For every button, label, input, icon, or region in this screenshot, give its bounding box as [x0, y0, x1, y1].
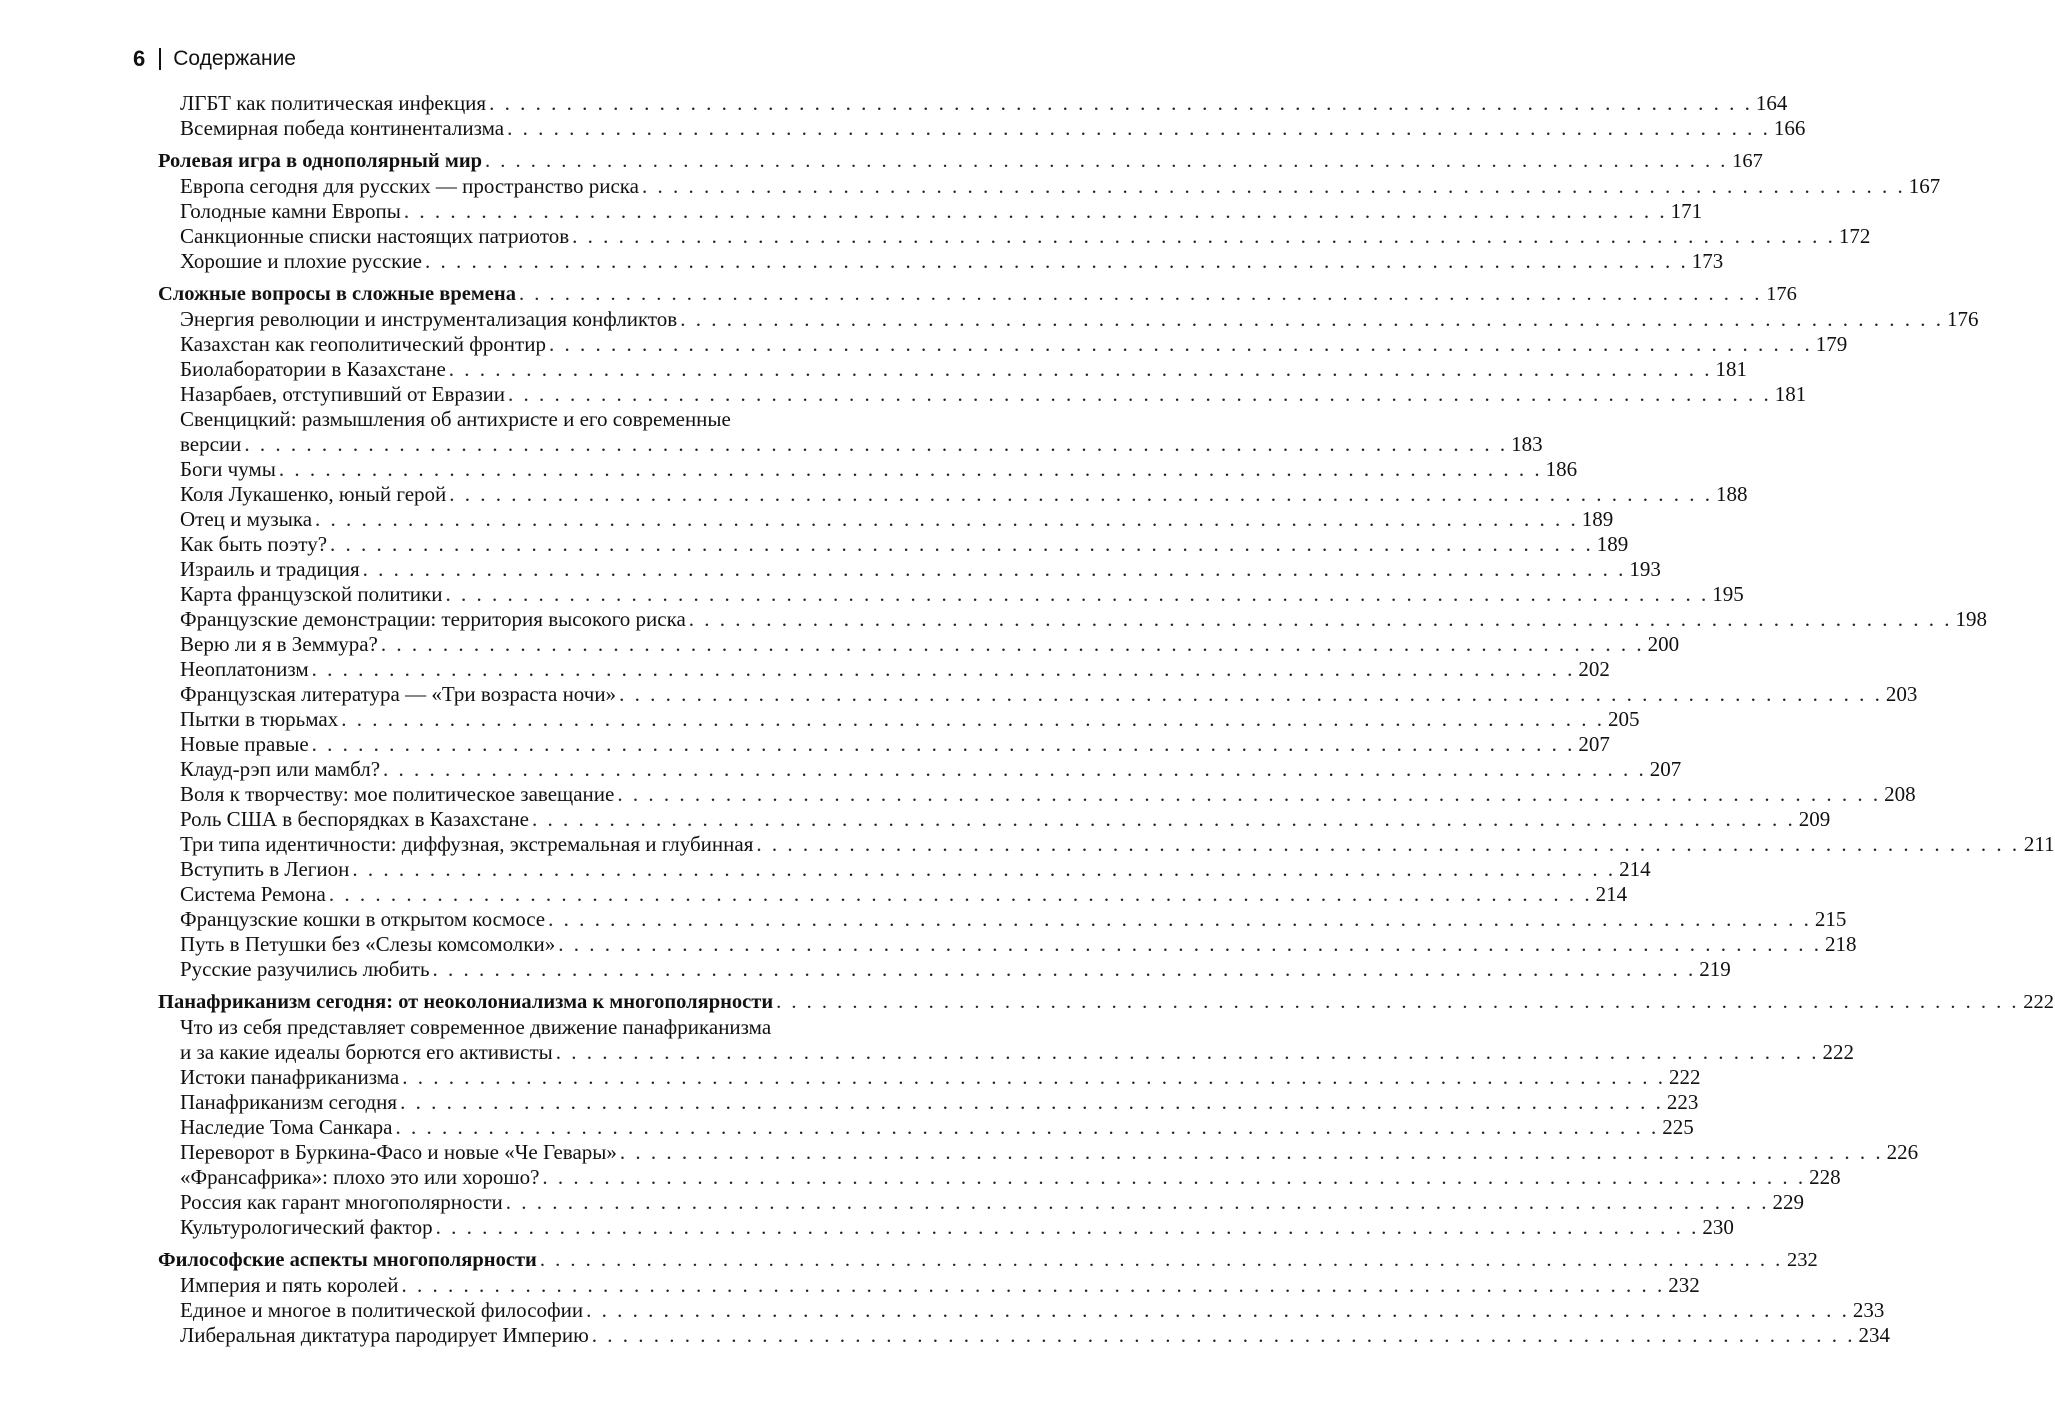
toc-section-heading[interactable]: [158, 148, 1763, 174]
toc-entry-title: Пытки в тюрьмах: [180, 707, 339, 731]
toc-entry-title: Русские разучились любить: [180, 957, 430, 981]
toc-entry-page: 226: [1886, 1140, 1919, 1164]
toc-entry[interactable]: [158, 757, 1682, 782]
toc-entry-page: 234: [1858, 1323, 1891, 1347]
toc-entry-line[interactable]: [158, 1015, 958, 1040]
toc-entry-title: Как быть поэту?: [180, 532, 328, 556]
toc-entry-title: версии: [180, 432, 242, 456]
dot-leader: . . . . . . . . . . . . . . . . . . . . . . . . . . . . . . . . . . . . . . . . . . . . . . . . . . . . . . . . . . . . . . . . . . . . . . . . . . . . . . . . . .: [548, 907, 1812, 931]
dot-leader: . . . . . . . . . . . . . . . . . . . . . . . . . . . . . . . . . . . . . . . . . . . . . . . . . . . . . . . . . . . . . . . . . . . . . . . . . . . . . . . . . .: [489, 91, 1753, 115]
toc-entry[interactable]: [158, 1298, 1885, 1323]
toc-entry[interactable]: [158, 1040, 1855, 1065]
toc-entry[interactable]: [158, 707, 1640, 732]
toc-entry[interactable]: [158, 482, 1748, 507]
toc-entry-page: 189: [1581, 507, 1614, 531]
toc-entry-page: 173: [1691, 249, 1724, 273]
dot-leader: . . . . . . . . . . . . . . . . . . . . . . . . . . . . . . . . . . . . . . . . . . . . . . . . . . . . . . . . . . . . . . . . . . . . . . . . . . . . . . . . . .: [311, 657, 1575, 681]
toc-entry[interactable]: [158, 857, 1651, 882]
toc-entry[interactable]: [158, 582, 1744, 607]
dot-leader: . . . . . . . . . . . . . . . . . . . . . . . . . . . . . . . . . . . . . . . . . . . . . . . . . . . . . . . . . . . . . . . . . . . . . . . . . . . . . . . . . .: [539, 1249, 1783, 1271]
toc-entry-title: Три типа идентичности: диффузная, экстремальная и глубинная: [180, 832, 754, 856]
dot-leader: . . . . . . . . . . . . . . . . . . . . . . . . . . . . . . . . . . . . . . . . . . . . . . . . . . . . . . . . . . . . . . . . . . . . . . . . . . . . . . . . . .: [362, 557, 1626, 581]
toc-section-heading-page: 232: [1786, 1249, 1818, 1271]
toc-entry-title: Энергия революции и инструментализация конфликтов: [180, 307, 678, 331]
toc-section-heading[interactable]: [158, 989, 2055, 1015]
toc-entry-title: Панафриканизм сегодня: [180, 1090, 398, 1114]
toc-entry[interactable]: [158, 1190, 1805, 1215]
dot-leader: . . . . . . . . . . . . . . . . . . . . . . . . . . . . . . . . . . . . . . . . . . . . . . . . . . . . . . . . . . . . . . . . . . . . . . . . . . . . . . . . . .: [591, 1323, 1856, 1347]
toc-entry-title: Неоплатонизм: [180, 657, 309, 681]
dot-leader: . . . . . . . . . . . . . . . . . . . . . . . . . . . . . . . . . . . . . . . . . . . . . . . . . . . . . . . . . . . . . . . . . . . . . . . . . . . . . . . . . .: [448, 357, 1713, 381]
toc-entry-page: 233: [1852, 1298, 1885, 1322]
toc-group-continued: [158, 91, 1806, 141]
toc-entry-title: Вступить в Легион: [180, 857, 350, 881]
toc-entry-page: 223: [1666, 1090, 1699, 1114]
toc-entry[interactable]: [158, 224, 1871, 249]
toc-entry-title: Роль США в беспорядках в Казахстане: [180, 807, 529, 831]
dot-leader: . . . . . . . . . . . . . . . . . . . . . . . . . . . . . . . . . . . . . . . . . . . . . . . . . . . . . . . . . . . . . . . . . . . . . . . . . . . . . . . . . .: [617, 782, 1881, 806]
dot-leader: . . . . . . . . . . . . . . . . . . . . . . . . . . . . . . . . . . . . . . . . . . . . . . . . . . . . . . . . . . . . . . . . . . . . . . . . . . . . . . . . . .: [776, 991, 2020, 1013]
toc-entry-page: 193: [1629, 557, 1661, 581]
dot-leader: . . . . . . . . . . . . . . . . . . . . . . . . . . . . . . . . . . . . . . . . . . . . . . . . . . . . . . . . . . . . . . . . . . . . . . . . . . . . . . . . . .: [485, 150, 1728, 172]
dot-leader: . . . . . . . . . . . . . . . . . . . . . . . . . . . . . . . . . . . . . . . . . . . . . . . . . . . . . . . . . . . . . . . . . . . . . . . . . . . . . . . . . .: [505, 1190, 1770, 1214]
toc-section: [158, 989, 2055, 1240]
running-title: Содержание: [173, 47, 296, 70]
toc-entry-page: 228: [1809, 1165, 1841, 1189]
toc-entry-title: Система Ремона: [180, 882, 326, 906]
toc-entry-page: 189: [1596, 532, 1629, 556]
dot-leader: . . . . . . . . . . . . . . . . . . . . . . . . . . . . . . . . . . . . . . . . . . . . . . . . . . . . . . . . . . . . . . . . . . . . . . . . . . . . . . . . . .: [548, 332, 1813, 356]
toc-entry-title: Империя и пять королей: [180, 1273, 399, 1297]
toc-entry-page: 167: [1908, 174, 1941, 198]
toc-entry-title: Всемирная победа континентализма: [180, 116, 505, 140]
toc-entry-title: Французские кошки в открытом космосе: [180, 907, 546, 931]
toc-entry-title: Французская литература — «Три возраста ночи»: [180, 682, 617, 706]
toc-entry-title: Новые правые: [180, 732, 309, 756]
dot-leader: . . . . . . . . . . . . . . . . . . . . . . . . . . . . . . . . . . . . . . . . . . . . . . . . . . . . . . . . . . . . . . . . . . . . . . . . . . . . . . . . . .: [558, 932, 1822, 956]
toc-entry-title: Хорошие и плохие русские: [180, 249, 422, 273]
toc-section-heading-title: Сложные вопросы в сложные времена: [158, 283, 516, 305]
toc-entry-page: 218: [1824, 932, 1857, 956]
dot-leader: . . . . . . . . . . . . . . . . . . . . . . . . . . . . . . . . . . . . . . . . . . . . . . . . . . . . . . . . . . . . . . . . . . . . . . . . . . . . . . . . . .: [449, 482, 1713, 506]
dot-leader: . . . . . . . . . . . . . . . . . . . . . . . . . . . . . . . . . . . . . . . . . . . . . . . . . . . . . . . . . . . . . . . . . . . . . . . . . . . . . . . . . .: [432, 957, 1696, 981]
toc-entry-title: ЛГБТ как политическая инфекция: [180, 91, 487, 115]
toc-entry[interactable]: [158, 557, 1661, 582]
dot-leader: . . . . . . . . . . . . . . . . . . . . . . . . . . . . . . . . . . . . . . . . . . . . . . . . . . . . . . . . . . . . . . . . . . . . . . . . . . . . . . . . . .: [352, 857, 1616, 881]
dot-leader: . . . . . . . . . . . . . . . . . . . . . . . . . . . . . . . . . . . . . . . . . . . . . . . . . . . . . . . . . . . . . . . . . . . . . . . . . . . . . . . . . .: [315, 507, 1579, 531]
toc-entry[interactable]: [158, 1140, 1919, 1165]
toc-entry-page: 230: [1702, 1215, 1734, 1239]
dot-leader: . . . . . . . . . . . . . . . . . . . . . . . . . . . . . . . . . . . . . . . . . . . . . . . . . . . . . . . . . . . . . . . . . . . . . . . . . . . . . . . . . .: [403, 199, 1668, 223]
dot-leader: . . . . . . . . . . . . . . . . . . . . . . . . . . . . . . . . . . . . . . . . . . . . . . . . . . . . . . . . . . . . . . . . . . . . . . . . . . . . . . . . . .: [383, 757, 1647, 781]
toc-entry-page: 166: [1773, 116, 1806, 140]
toc-entry-title: Казахстан как геополитический фронтир: [180, 332, 546, 356]
dot-leader: . . . . . . . . . . . . . . . . . . . . . . . . . . . . . . . . . . . . . . . . . . . . . . . . . . . . . . . . . . . . . . . . . . . . . . . . . . . . . . . . . .: [508, 382, 1772, 406]
toc-entry[interactable]: [158, 91, 1788, 116]
toc-entry[interactable]: [158, 199, 1703, 224]
toc-entry-title: Россия как гарант многополярности: [180, 1190, 503, 1214]
dot-leader: . . . . . . . . . . . . . . . . . . . . . . . . . . . . . . . . . . . . . . . . . . . . . . . . . . . . . . . . . . . . . . . . . . . . . . . . . . . . . . . . . .: [278, 457, 1543, 481]
toc-entry-title: Верю ли я в Земмура?: [180, 632, 378, 656]
toc-entry[interactable]: [158, 1323, 1891, 1348]
dot-leader: . . . . . . . . . . . . . . . . . . . . . . . . . . . . . . . . . . . . . . . . . . . . . . . . . . . . . . . . . . . . . . . . . . . . . . . . . . . . . . . . . .: [400, 1090, 1664, 1114]
dot-leader: . . . . . . . . . . . . . . . . . . . . . . . . . . . . . . . . . . . . . . . . . . . . . . . . . . . . . . . . . . . . . . . . . . . . . . . . . . . . . . . . . .: [586, 1298, 1850, 1322]
toc-entry-title: Боги чумы: [180, 457, 276, 481]
dot-leader: . . . . . . . . . . . . . . . . . . . . . . . . . . . . . . . . . . . . . . . . . . . . . . . . . . . . . . . . . . . . . . . . . . . . . . . . . . . . . . . . . .: [756, 832, 2020, 856]
toc-entry[interactable]: [158, 607, 1988, 632]
toc-entry-title: Коля Лукашенко, юный герой: [180, 482, 447, 506]
toc-entry[interactable]: [158, 249, 1724, 274]
toc-entry-title: Наследие Тома Санкара: [180, 1115, 393, 1139]
toc-entry[interactable]: [158, 357, 1748, 382]
toc-section-heading-page: 222: [2023, 991, 2055, 1013]
toc-entry-line[interactable]: [158, 407, 958, 432]
dot-leader: . . . . . . . . . . . . . . . . . . . . . . . . . . . . . . . . . . . . . . . . . . . . . . . . . . . . . . . . . . . . . . . . . . . . . . . . . . . . . . . . . .: [518, 283, 1762, 305]
toc-entry-title: Биолаборатории в Казахстане: [180, 357, 446, 381]
toc-entry-title: «Франсафрика»: плохо это или хорошо?: [180, 1165, 540, 1189]
dot-leader: . . . . . . . . . . . . . . . . . . . . . . . . . . . . . . . . . . . . . . . . . . . . . . . . . . . . . . . . . . . . . . . . . . . . . . . . . . . . . . . . . .: [531, 807, 1796, 831]
dot-leader: . . . . . . . . . . . . . . . . . . . . . . . . . . . . . . . . . . . . . . . . . . . . . . . . . . . . . . . . . . . . . . . . . . . . . . . . . . . . . . . . . .: [380, 632, 1645, 656]
toc-entry-title: Карта французской политики: [180, 582, 443, 606]
toc-entry-title: и за какие идеалы борются его активисты: [180, 1040, 553, 1064]
toc-entry[interactable]: [158, 882, 1628, 907]
toc-entry-page: 211: [2023, 832, 2055, 856]
toc-entry-title: Воля к творчеству: мое политическое завещание: [180, 782, 615, 806]
dot-leader: . . . . . . . . . . . . . . . . . . . . . . . . . . . . . . . . . . . . . . . . . . . . . . . . . . . . . . . . . . . . . . . . . . . . . . . . . . . . . . . . . .: [311, 732, 1575, 756]
toc-entry-page: 208: [1884, 782, 1916, 806]
toc-entry-page: 186: [1545, 457, 1578, 481]
dot-leader: . . . . . . . . . . . . . . . . . . . . . . . . . . . . . . . . . . . . . . . . . . . . . . . . . . . . . . . . . . . . . . . . . . . . . . . . . . . . . . . . . .: [330, 532, 1594, 556]
toc-entry[interactable]: [158, 832, 2055, 857]
toc-entry-page: 219: [1699, 957, 1731, 981]
toc-entry[interactable]: [158, 457, 1578, 482]
toc-entry-title: Либеральная диктатура пародирует Империю: [180, 1323, 589, 1347]
toc-entry-title: Путь в Петушки без «Слезы комсомолки»: [180, 932, 556, 956]
dot-leader: . . . . . . . . . . . . . . . . . . . . . . . . . . . . . . . . . . . . . . . . . . . . . . . . . . . . . . . . . . . . . . . . . . . . . . . . . . . . . . . . . .: [555, 1040, 1820, 1064]
toc-entry-page: 214: [1619, 857, 1651, 881]
toc-entry-page: 188: [1716, 482, 1748, 506]
toc-entry-page: 209: [1798, 807, 1831, 831]
toc-entry-page: 198: [1955, 607, 1988, 631]
toc-section-heading-title: Философские аспекты многополярности: [158, 1249, 537, 1271]
dot-leader: . . . . . . . . . . . . . . . . . . . . . . . . . . . . . . . . . . . . . . . . . . . . . . . . . . . . . . . . . . . . . . . . . . . . . . . . . . . . . . . . . .: [244, 432, 1508, 456]
toc-entry-page: 232: [1668, 1273, 1700, 1297]
toc-section-heading-page: 167: [1732, 150, 1763, 172]
toc-entry[interactable]: [158, 382, 1807, 407]
dot-leader: . . . . . . . . . . . . . . . . . . . . . . . . . . . . . . . . . . . . . . . . . . . . . . . . . . . . . . . . . . . . . . . . . . . . . . . . . . . . . . . . . .: [401, 1273, 1665, 1297]
dot-leader: . . . . . . . . . . . . . . . . . . . . . . . . . . . . . . . . . . . . . . . . . . . . . . . . . . . . . . . . . . . . . . . . . . . . . . . . . . . . . . . . . .: [619, 682, 1883, 706]
toc-entry-page: 229: [1772, 1190, 1805, 1214]
toc-entry-title: Клауд-рэп или мамбл?: [180, 757, 381, 781]
toc-entry[interactable]: [158, 1090, 1699, 1115]
dot-leader: . . . . . . . . . . . . . . . . . . . . . . . . . . . . . . . . . . . . . . . . . . . . . . . . . . . . . . . . . . . . . . . . . . . . . . . . . . . . . . . . . .: [680, 307, 1944, 331]
toc-entry[interactable]: [158, 632, 1680, 657]
toc-entry-title: Европа сегодня для русских — пространство риска: [180, 174, 640, 198]
toc-entry-page: 225: [1662, 1115, 1694, 1139]
toc-section-heading-title: Панафриканизм сегодня: от неоколониализма к многополярности: [158, 991, 774, 1013]
dot-leader: . . . . . . . . . . . . . . . . . . . . . . . . . . . . . . . . . . . . . . . . . . . . . . . . . . . . . . . . . . . . . . . . . . . . . . . . . . . . . . . . . .: [445, 582, 1709, 606]
toc-entry-page: 200: [1647, 632, 1680, 656]
toc-entry-title: Истоки панафриканизма: [180, 1065, 400, 1089]
page-number: 6: [133, 46, 146, 71]
toc-entry[interactable]: [158, 432, 1543, 457]
toc-entry[interactable]: [158, 932, 1857, 957]
dot-leader: . . . . . . . . . . . . . . . . . . . . . . . . . . . . . . . . . . . . . . . . . . . . . . . . . . . . . . . . . . . . . . . . . . . . . . . . . . . . . . . . . .: [542, 1165, 1806, 1189]
dot-leader: . . . . . . . . . . . . . . . . . . . . . . . . . . . . . . . . . . . . . . . . . . . . . . . . . . . . . . . . . . . . . . . . . . . . . . . . . . . . . . . . . .: [395, 1115, 1659, 1139]
toc-entry-page: 195: [1712, 582, 1744, 606]
toc-entry[interactable]: [158, 532, 1629, 557]
toc-section-heading[interactable]: [158, 281, 1797, 307]
toc-entry-page: 222: [1668, 1065, 1701, 1089]
dot-leader: . . . . . . . . . . . . . . . . . . . . . . . . . . . . . . . . . . . . . . . . . . . . . . . . . . . . . . . . . . . . . . . . . . . . . . . . . . . . . . . . . .: [572, 224, 1836, 248]
toc-section: [158, 148, 1941, 274]
toc-entry-title-part: Свенцицкий: размышления об антихристе и его современные: [180, 407, 731, 431]
toc-entry[interactable]: [158, 657, 1610, 682]
dot-leader: . . . . . . . . . . . . . . . . . . . . . . . . . . . . . . . . . . . . . . . . . . . . . . . . . . . . . . . . . . . . . . . . . . . . . . . . . . . . . . . . . .: [402, 1065, 1666, 1089]
dot-leader: . . . . . . . . . . . . . . . . . . . . . . . . . . . . . . . . . . . . . . . . . . . . . . . . . . . . . . . . . . . . . . . . . . . . . . . . . . . . . . . . . .: [435, 1215, 1699, 1239]
toc-entry-title: Назарбаев, отступивший от Евразии: [180, 382, 505, 406]
toc-entry-title: Единое и многое в политической философии: [180, 1298, 584, 1322]
toc-section: [158, 1247, 1891, 1348]
dot-leader: . . . . . . . . . . . . . . . . . . . . . . . . . . . . . . . . . . . . . . . . . . . . . . . . . . . . . . . . . . . . . . . . . . . . . . . . . . . . . . . . . .: [507, 116, 1771, 140]
toc-entry-page: 203: [1885, 682, 1918, 706]
toc-entry[interactable]: [158, 116, 1806, 141]
dot-leader: . . . . . . . . . . . . . . . . . . . . . . . . . . . . . . . . . . . . . . . . . . . . . . . . . . . . . . . . . . . . . . . . . . . . . . . . . . . . . . . . . .: [424, 249, 1689, 273]
toc-section-heading[interactable]: [158, 1247, 1818, 1273]
table-of-contents: [158, 91, 2055, 1355]
toc-entry[interactable]: [158, 1065, 1701, 1090]
toc-entry-page: 222: [1822, 1040, 1855, 1064]
toc-entry-title: Санкционные списки настоящих патриотов: [180, 224, 570, 248]
toc-entry-page: 205: [1607, 707, 1640, 731]
dot-leader: . . . . . . . . . . . . . . . . . . . . . . . . . . . . . . . . . . . . . . . . . . . . . . . . . . . . . . . . . . . . . . . . . . . . . . . . . . . . . . . . . .: [341, 707, 1605, 731]
toc-entry-title-part: Что из себя представляет современное движение панафриканизма: [180, 1015, 772, 1039]
toc-entry[interactable]: [158, 732, 1610, 757]
toc-entry[interactable]: [158, 1215, 1734, 1240]
toc-entry[interactable]: [158, 957, 1731, 982]
toc-entry-page: 164: [1755, 91, 1788, 115]
toc-entry-page: 176: [1946, 307, 1979, 331]
header-divider: [159, 48, 161, 70]
toc-entry-title: Культурологический фактор: [180, 1215, 433, 1239]
toc-entry-page: 181: [1715, 357, 1748, 381]
toc-entry-page: 214: [1595, 882, 1628, 906]
toc-entry[interactable]: [158, 682, 1918, 707]
toc-entry-page: 181: [1774, 382, 1807, 406]
toc-entry-title: Отец и музыка: [180, 507, 313, 531]
toc-entry[interactable]: [158, 507, 1614, 532]
toc-entry-title: Французские демонстрации: территория высокого риска: [180, 607, 686, 631]
toc-entry[interactable]: [158, 782, 1916, 807]
toc-entry-title: Переворот в Буркина-Фасо и новые «Че Гевары»: [180, 1140, 617, 1164]
toc-section-heading-title: Ролевая игра в однополярный мир: [158, 150, 483, 172]
toc-entry[interactable]: [158, 907, 1847, 932]
running-header: [133, 44, 296, 74]
toc-entry[interactable]: [158, 1273, 1700, 1298]
toc-entry[interactable]: [158, 1115, 1694, 1140]
toc-entry-page: 215: [1814, 907, 1847, 931]
toc-entry-page: 207: [1578, 732, 1610, 756]
toc-entry-page: 183: [1511, 432, 1543, 456]
dot-leader: . . . . . . . . . . . . . . . . . . . . . . . . . . . . . . . . . . . . . . . . . . . . . . . . . . . . . . . . . . . . . . . . . . . . . . . . . . . . . . . . . .: [642, 174, 1906, 198]
toc-entry-page: 202: [1578, 657, 1610, 681]
toc-entry[interactable]: [158, 1165, 1841, 1190]
toc-entry-title: Израиль и традиция: [180, 557, 360, 581]
dot-leader: . . . . . . . . . . . . . . . . . . . . . . . . . . . . . . . . . . . . . . . . . . . . . . . . . . . . . . . . . . . . . . . . . . . . . . . . . . . . . . . . . .: [688, 607, 1953, 631]
toc-entry-page: 171: [1670, 199, 1703, 223]
dot-leader: . . . . . . . . . . . . . . . . . . . . . . . . . . . . . . . . . . . . . . . . . . . . . . . . . . . . . . . . . . . . . . . . . . . . . . . . . . . . . . . . . .: [619, 1140, 1884, 1164]
toc-entry-page: 172: [1838, 224, 1871, 248]
toc-entry[interactable]: [158, 174, 1941, 199]
toc-section: [158, 281, 2055, 982]
toc-entry[interactable]: [158, 807, 1831, 832]
toc-entry[interactable]: [158, 332, 1848, 357]
toc-entry-page: 207: [1649, 757, 1682, 781]
dot-leader: . . . . . . . . . . . . . . . . . . . . . . . . . . . . . . . . . . . . . . . . . . . . . . . . . . . . . . . . . . . . . . . . . . . . . . . . . . . . . . . . . .: [328, 882, 1593, 906]
toc-section-heading-page: 176: [1766, 283, 1797, 305]
toc-entry-title: Голодные камни Европы: [180, 199, 401, 223]
toc-entry-page: 179: [1815, 332, 1848, 356]
toc-entry[interactable]: [158, 307, 1979, 332]
